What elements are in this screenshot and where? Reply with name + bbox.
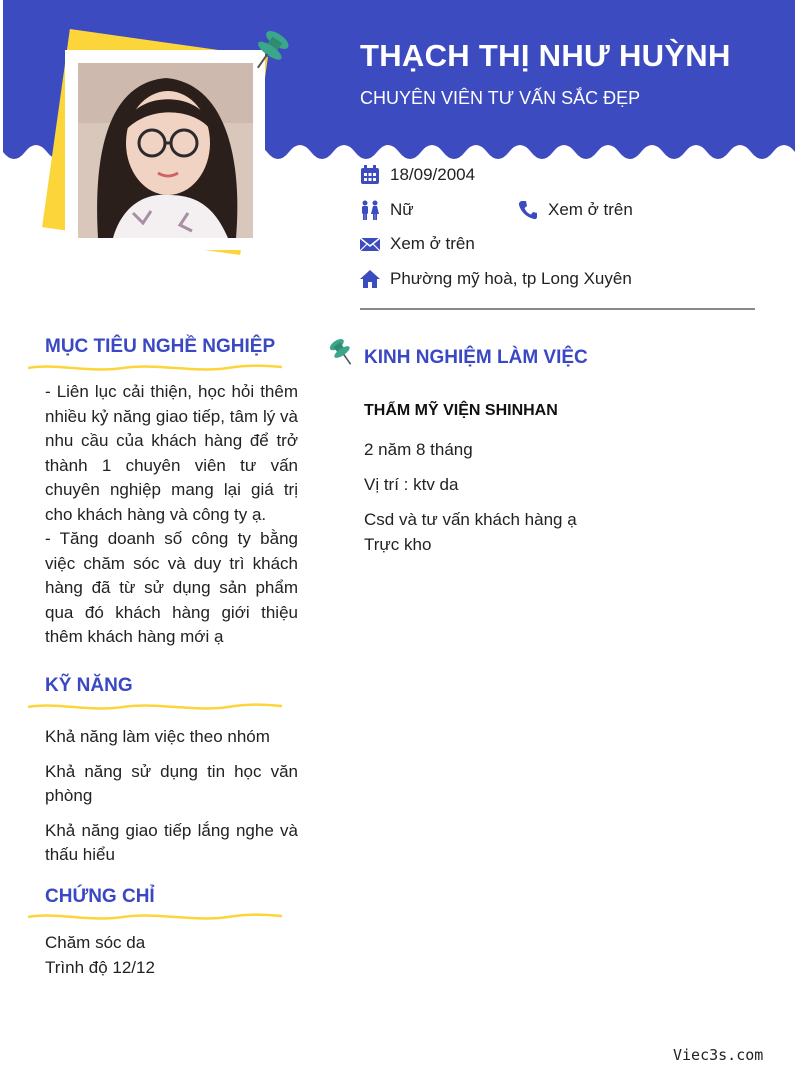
- skills-list: [45, 725, 298, 878]
- skill-item: Khả năng giao tiếp lắng nghe và thấu hiểu: [45, 820, 298, 864]
- profile-photo: [78, 63, 253, 238]
- certificates-underline: [28, 911, 282, 923]
- candidate-name: THẠCH THỊ NHƯ HUỲNH: [360, 38, 731, 73]
- certificates-title: CHỨNG CHỈ: [45, 886, 155, 907]
- info-email: [360, 234, 475, 254]
- email-icon: [360, 234, 380, 254]
- certificate-line: Trình độ 12/12: [45, 957, 155, 977]
- pushpin-icon: [250, 26, 292, 72]
- objective-body: [45, 380, 298, 650]
- info-gender: [360, 200, 414, 220]
- candidate-role: CHUYÊN VIÊN TƯ VẤN SẮC ĐẸP: [360, 88, 641, 108]
- objective-para-1: - Liên lục cải thiện, học hỏi thêm nhiều kỷ năng giao tiếp, tâm lý và nhu cầu của khách hàng để trở thành 1 chuyên viên tư vấn chuyên nghiệp mang lại giá trị cho khách hàng và công ty ạ.: [45, 382, 298, 524]
- address-text: Phường mỹ hoà, tp Long Xuyên: [390, 269, 632, 288]
- objective-title: MỤC TIÊU NGHỀ NGHIỆP: [45, 336, 276, 357]
- skills-title: KỸ NĂNG: [45, 675, 133, 696]
- objective-para-2: - Tăng doanh số công ty bằng việc chăm sóc và duy trì khách hàng đã từ sử dụng sản phẩm qua đó khách hàng giới thiệu thêm khách hàng mới ạ: [45, 529, 298, 646]
- experience-position: Vị trí : ktv da: [364, 475, 459, 494]
- phone-text: Xem ở trên: [548, 200, 633, 219]
- gender-icon: [360, 200, 380, 220]
- certificates-body: [45, 931, 298, 980]
- experience-desc-line: Csd và tư vấn khách hàng ạ: [364, 510, 577, 529]
- info-address: [360, 269, 632, 289]
- footer-brand: Viec3s.com: [673, 1046, 764, 1064]
- home-icon: [360, 269, 380, 289]
- info-birthday: [360, 165, 475, 185]
- skill-item: Khả năng làm việc theo nhóm: [45, 727, 270, 746]
- experience-description: [364, 508, 754, 557]
- gender-text: Nữ: [390, 200, 414, 219]
- pushpin-icon: [328, 336, 356, 368]
- experience-desc-line: Trực kho: [364, 534, 432, 554]
- phone-icon: [518, 200, 538, 220]
- calendar-icon: [360, 165, 380, 185]
- objective-underline: [28, 362, 282, 374]
- info-phone: [518, 200, 633, 220]
- certificate-line: Chăm sóc da: [45, 933, 146, 952]
- info-divider: [360, 308, 755, 310]
- experience-company: THẨM MỸ VIỆN SHINHAN: [364, 402, 558, 419]
- skills-underline: [28, 701, 282, 713]
- email-text: Xem ở trên: [390, 234, 475, 253]
- experience-title: KINH NGHIỆM LÀM VIỆC: [364, 347, 588, 368]
- birthday-text: 18/09/2004: [390, 165, 476, 184]
- experience-duration: 2 năm 8 tháng: [364, 440, 473, 459]
- skill-item: Khả năng sử dụng tin học văn phòng: [45, 761, 298, 805]
